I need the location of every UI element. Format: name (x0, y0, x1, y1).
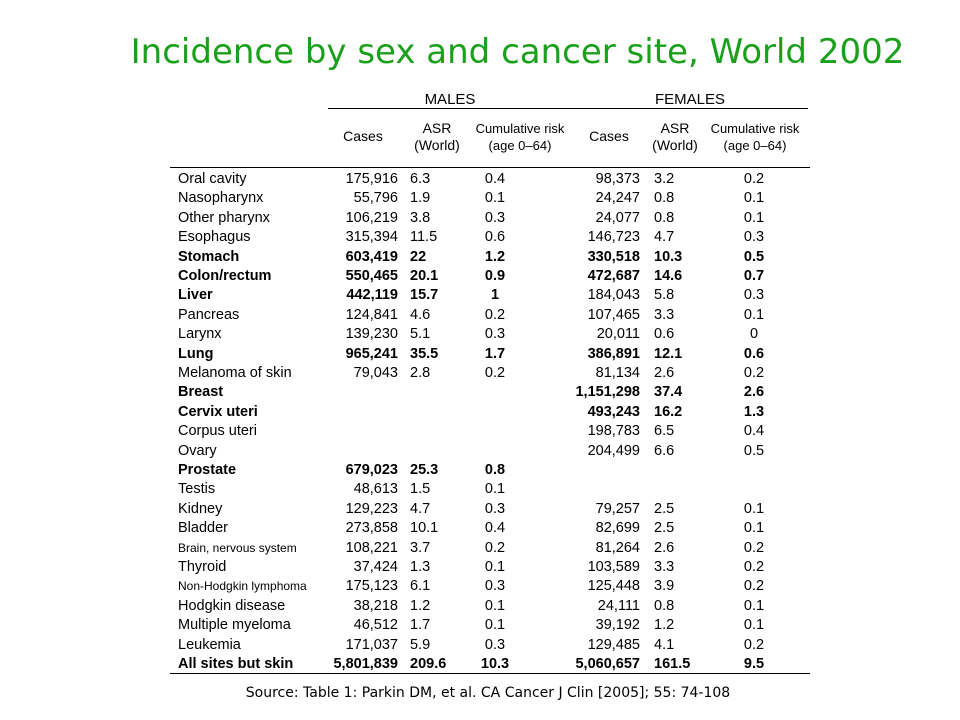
cell-m-asr: 6.1 (410, 578, 431, 595)
cell-m-asr: 1.7 (410, 617, 431, 634)
cell-m-cases: 5,801,839 (333, 656, 398, 672)
table-row (170, 209, 810, 228)
cell-f-risk: 0.2 (743, 578, 765, 595)
header-rule-bottom (170, 167, 810, 168)
cell-m-asr: 20.1 (410, 268, 439, 284)
cell-f-cases: 98,373 (595, 171, 640, 187)
cell-site: Prostate (178, 462, 237, 478)
cell-site: Ovary (178, 442, 217, 459)
cell-f-asr: 5.8 (654, 287, 675, 304)
cell-m-asr: 1.2 (410, 597, 431, 614)
cell-site: Stomach (178, 248, 240, 265)
slide-title: Incidence by sex and cancer site, World 2002 (130, 32, 905, 72)
cell-m-risk: 1.2 (484, 248, 506, 265)
cell-m-cases: 55,796 (353, 190, 398, 207)
table-row (170, 189, 810, 208)
cell-m-cases: 48,613 (353, 481, 398, 498)
cell-m-cases: 679,023 (345, 462, 398, 478)
cell-f-asr: 0.6 (654, 326, 675, 343)
cell-site: Larynx (178, 326, 222, 343)
cell-m-asr: 5.1 (410, 326, 431, 343)
cell-f-cases: 82,699 (595, 520, 640, 537)
cell-f-cases: 472,687 (587, 268, 640, 284)
cell-f-asr: 3.3 (654, 306, 675, 323)
table-row (170, 325, 810, 344)
males-cumrisk-header-line2: (age 0–64) (488, 138, 552, 153)
males-cumrisk-header (465, 120, 575, 154)
cell-site: Hodgkin disease (178, 597, 286, 614)
cell-f-asr: 2.6 (654, 539, 675, 556)
cell-m-risk: 0.1 (484, 617, 506, 634)
cell-m-asr: 209.6 (410, 656, 447, 672)
cell-m-cases: 38,218 (353, 597, 398, 614)
cell-f-cases: 129,485 (587, 636, 640, 653)
cell-m-asr: 1.9 (410, 190, 431, 207)
cell-f-cases: 330,518 (587, 248, 640, 265)
cell-f-asr: 3.3 (654, 559, 675, 575)
cell-site: Melanoma of skin (178, 365, 292, 381)
cell-m-asr: 11.5 (410, 229, 438, 246)
cell-site: All sites but skin (178, 656, 294, 672)
cell-site: Kidney (178, 500, 223, 517)
cell-site: Non-Hodgkin lymphoma (178, 579, 307, 594)
cell-site: Nasopharynx (178, 190, 264, 207)
cell-m-risk: 0.1 (484, 559, 506, 575)
females-cases-header: Cases (589, 128, 629, 144)
cell-site: Esophagus (178, 229, 251, 246)
table-row (170, 539, 810, 558)
cell-f-risk: 0.5 (743, 442, 765, 459)
cell-m-asr: 35.5 (410, 345, 439, 362)
table-row (170, 636, 810, 655)
cell-f-risk: 0.2 (743, 636, 765, 653)
cell-site: Pancreas (178, 306, 240, 323)
cell-m-risk: 0.3 (484, 326, 506, 343)
cell-m-asr: 6.3 (410, 171, 431, 187)
cell-m-cases: 106,219 (345, 209, 398, 226)
cell-m-cases: 79,043 (353, 365, 398, 381)
cell-f-asr: 4.1 (654, 636, 675, 653)
source-citation: Source: Table 1: Parkin DM, et al. CA Cancer J Clin [2005]; 55: 74-108 (245, 685, 731, 701)
cell-f-asr: 37.4 (654, 384, 683, 401)
females-asr-header-line2: (World) (652, 137, 698, 153)
cell-f-risk: 0.1 (743, 190, 765, 207)
table-row (170, 364, 810, 383)
cell-f-asr: 1.2 (654, 617, 675, 634)
females-cumrisk-header-line1: Cumulative risk (710, 121, 800, 136)
cell-m-risk: 0.4 (484, 520, 506, 537)
cell-m-cases: 315,394 (345, 229, 398, 246)
cell-f-cases: 24,111 (597, 597, 640, 614)
males-asr-header-line1: ASR (422, 120, 452, 136)
cell-m-cases: 965,241 (345, 345, 398, 362)
header-rule-top (328, 108, 808, 109)
cell-m-cases: 37,424 (353, 559, 398, 575)
table-row (170, 461, 810, 480)
cell-f-risk: 2.6 (743, 384, 765, 401)
cell-m-risk: 10.3 (480, 656, 510, 672)
males-cumrisk-header-line1: Cumulative risk (475, 121, 565, 136)
table-row (170, 442, 810, 461)
cell-f-risk: 0.2 (743, 539, 765, 556)
cell-f-cases: 79,257 (595, 500, 640, 517)
cell-m-risk: 0.9 (484, 268, 506, 284)
cell-f-cases: 204,499 (587, 442, 640, 459)
cell-f-cases: 81,134 (595, 365, 640, 381)
cell-m-cases: 129,223 (345, 500, 398, 517)
cell-m-asr: 3.7 (410, 539, 431, 556)
cell-site: Thyroid (178, 559, 227, 575)
cell-f-risk: 0.3 (743, 229, 765, 246)
cell-site: Multiple myeloma (178, 617, 291, 634)
table-row (170, 655, 810, 674)
cell-site: Lung (178, 345, 214, 362)
cell-m-cases: 124,841 (345, 306, 398, 323)
cell-m-cases: 139,230 (345, 326, 398, 343)
table-row (170, 267, 810, 286)
males-asr-header (402, 120, 472, 154)
cell-m-risk: 1 (490, 287, 500, 304)
cell-f-asr: 0.8 (654, 190, 675, 207)
cell-site: Liver (178, 287, 213, 304)
cell-m-cases: 550,465 (345, 268, 398, 284)
table-row (170, 345, 810, 364)
cell-f-cases: 39,192 (595, 617, 640, 634)
cell-m-risk: 0.8 (484, 462, 506, 478)
cell-f-asr: 6.5 (654, 423, 675, 440)
cell-site: Cervix uteri (178, 403, 258, 420)
cell-m-asr: 10.1 (410, 520, 439, 537)
cell-f-risk: 0.2 (743, 171, 765, 187)
table-row (170, 306, 810, 325)
cell-f-risk: 0.1 (743, 306, 765, 323)
cell-m-cases: 273,858 (345, 520, 398, 537)
cell-f-risk: 0.4 (743, 423, 765, 440)
cell-site: Corpus uteri (178, 423, 257, 440)
table-row (170, 422, 810, 441)
table-row (170, 519, 810, 538)
cell-f-risk: 0.2 (743, 365, 765, 381)
cell-f-risk: 0 (749, 326, 759, 343)
cell-m-risk: 0.2 (484, 306, 506, 323)
table-row (170, 383, 810, 402)
cell-f-cases: 107,465 (587, 306, 640, 323)
cell-m-risk: 0.1 (484, 190, 506, 207)
cell-f-risk: 0.1 (743, 520, 765, 537)
cell-f-risk: 1.3 (743, 403, 765, 420)
cell-site: Leukemia (178, 636, 241, 653)
cell-f-risk: 0.2 (743, 559, 765, 575)
table-row (170, 597, 810, 616)
cell-m-asr: 22 (410, 248, 427, 265)
group-header-males: MALES (424, 91, 476, 108)
cell-f-cases: 5,060,657 (575, 656, 640, 672)
cell-f-asr: 4.7 (654, 229, 675, 246)
cell-f-asr: 0.8 (654, 209, 675, 226)
cell-f-cases: 493,243 (587, 403, 640, 420)
cell-site: Breast (178, 384, 224, 401)
cell-m-risk: 1.7 (484, 345, 506, 362)
cell-f-asr: 2.5 (654, 500, 675, 517)
cell-f-asr: 0.8 (654, 597, 675, 614)
cell-m-asr: 15.7 (410, 287, 439, 304)
cell-site: Testis (178, 481, 216, 498)
cell-f-cases: 20,011 (596, 326, 640, 343)
females-cumrisk-header (700, 120, 810, 154)
cell-m-risk: 0.1 (484, 597, 506, 614)
cell-site: Bladder (178, 520, 228, 537)
cell-m-risk: 0.1 (484, 481, 506, 498)
cell-f-cases: 386,891 (587, 345, 640, 362)
cell-f-asr: 6.6 (654, 442, 675, 459)
cell-site: Other pharynx (178, 209, 270, 226)
cell-f-risk: 9.5 (743, 656, 765, 672)
males-asr-header-line2: (World) (414, 137, 460, 153)
cell-f-risk: 0.3 (743, 287, 765, 304)
cell-m-cases: 175,916 (345, 171, 398, 187)
cell-f-asr: 16.2 (654, 403, 683, 420)
cell-site: Oral cavity (178, 171, 247, 187)
cell-m-asr: 1.5 (410, 481, 431, 498)
cell-m-risk: 0.3 (484, 209, 506, 226)
females-asr-header-line1: ASR (660, 120, 690, 136)
cell-m-asr: 4.6 (410, 306, 431, 323)
cell-m-cases: 108,221 (345, 539, 398, 556)
cell-m-risk: 0.2 (484, 365, 506, 381)
cell-m-asr: 5.9 (410, 636, 431, 653)
cell-f-risk: 0.1 (743, 617, 765, 634)
cell-m-asr: 4.7 (410, 500, 431, 517)
females-cumrisk-header-line2: (age 0–64) (723, 138, 787, 153)
cell-m-risk: 0.3 (484, 578, 506, 595)
cell-m-cases: 175,123 (345, 578, 398, 595)
cell-f-cases: 146,723 (587, 229, 640, 246)
cell-m-cases: 171,037 (345, 636, 398, 653)
cell-m-cases: 46,512 (353, 617, 398, 634)
cell-m-asr: 3.8 (410, 209, 431, 226)
males-cases-header: Cases (343, 128, 383, 144)
cell-f-risk: 0.6 (743, 345, 765, 362)
table-row (170, 170, 810, 189)
table-row (170, 480, 810, 499)
cell-f-cases: 81,264 (595, 539, 640, 556)
cell-f-cases: 103,589 (587, 559, 640, 575)
cell-f-asr: 14.6 (654, 268, 683, 284)
cell-f-asr: 10.3 (654, 248, 683, 265)
cell-m-asr: 25.3 (410, 462, 439, 478)
table-row (170, 228, 810, 247)
cell-site: Brain, nervous system (178, 540, 297, 555)
cell-f-cases: 24,077 (595, 209, 640, 226)
cell-m-risk: 0.3 (484, 636, 506, 653)
cell-f-asr: 3.9 (654, 578, 675, 595)
cell-f-cases: 184,043 (587, 287, 640, 304)
cell-m-cases: 442,119 (346, 287, 398, 304)
cell-f-asr: 12.1 (654, 345, 683, 362)
cell-f-risk: 0.1 (743, 597, 765, 614)
cell-f-cases: 125,448 (587, 578, 640, 595)
cell-m-risk: 0.6 (484, 229, 506, 246)
cell-m-risk: 0.3 (484, 500, 506, 517)
cell-m-cases: 603,419 (345, 248, 398, 265)
cell-site: Colon/rectum (178, 268, 272, 284)
cell-f-risk: 0.1 (743, 209, 765, 226)
cell-f-risk: 0.1 (743, 500, 765, 517)
cell-f-cases: 198,783 (587, 423, 640, 440)
table-row (170, 286, 810, 305)
cell-f-cases: 24,247 (595, 190, 640, 207)
table-row (170, 248, 810, 267)
cell-f-asr: 2.5 (654, 520, 675, 537)
table-row (170, 500, 810, 519)
cell-m-risk: 0.2 (484, 539, 506, 556)
group-header-females: FEMALES (654, 91, 726, 108)
table-row (170, 616, 810, 635)
cell-m-asr: 1.3 (410, 559, 431, 575)
cell-f-risk: 0.7 (743, 268, 765, 284)
cell-f-asr: 161.5 (654, 656, 691, 672)
table-row (170, 558, 810, 577)
cell-f-asr: 2.6 (654, 365, 675, 381)
cell-f-cases: 1,151,298 (575, 384, 640, 401)
table-row (170, 403, 810, 422)
table-row (170, 577, 810, 596)
cell-m-risk: 0.4 (484, 171, 506, 187)
cell-f-risk: 0.5 (743, 248, 765, 265)
cell-m-asr: 2.8 (410, 365, 431, 381)
cell-f-asr: 3.2 (654, 171, 675, 187)
incidence-table (170, 88, 810, 673)
